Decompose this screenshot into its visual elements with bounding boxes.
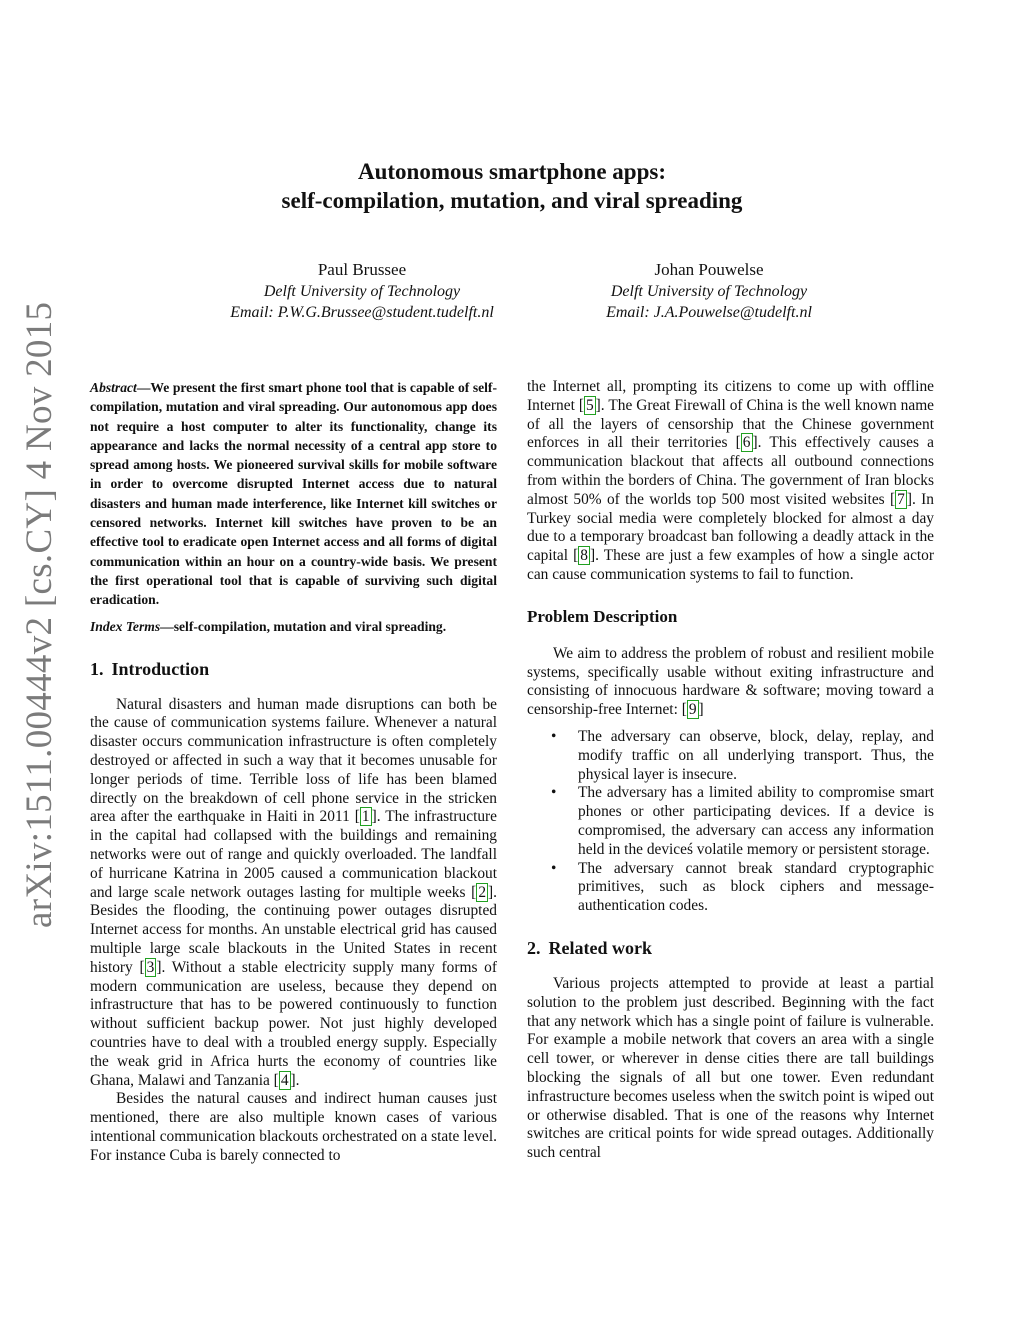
citation-link[interactable]: 1 — [361, 808, 370, 826]
arxiv-stamp: arXiv:1511.00444v2 [cs.CY] 4 Nov 2015 — [19, 301, 60, 928]
author-affiliation: Delft University of Technology — [610, 283, 808, 300]
bullet-icon: • — [551, 859, 557, 877]
author-email: Email: J.A.Pouwelse@tudelft.nl — [606, 304, 812, 321]
author-block-1 — [182, 259, 542, 323]
author-name: Johan Pouwelse — [654, 260, 764, 279]
left-column — [90, 378, 497, 1165]
author-affiliation: Delft University of Technology — [263, 283, 461, 300]
section-heading-introduction: 1. Introduction — [90, 658, 210, 679]
citation-link[interactable]: 5 — [585, 396, 594, 414]
title-line-1: Autonomous smartphone apps: — [357, 159, 666, 184]
section-heading-problem: Problem Description — [527, 606, 678, 626]
author-block-2 — [529, 259, 889, 323]
citation-link[interactable]: 6 — [742, 434, 751, 452]
bullet-icon: • — [551, 784, 557, 802]
abstract-label: Abstract — [90, 380, 137, 395]
threat-model-list — [527, 728, 934, 916]
related-work-paragraph: Various projects attempted to provide at least a partial solution to the problem just described. Beginning with the fact that any network which has a single point of failure is vulnerable. For example a mobile network that covers an area with a single cell tower, or wherever in dense cities there are tall buildings blocking the signals of all but one tower. Even redundant infrastructure becomes useless when the switch point is wiped out or otherwise disabled. That is one of the reasons why Internet switches are critical points for wide spread outages. Additionally such central — [527, 974, 934, 1162]
author-email: Email: P.W.G.Brussee@student.tudelft.nl — [230, 304, 494, 321]
index-terms-label: Index Terms — [90, 618, 161, 634]
author-name: Paul Brussee — [317, 260, 407, 279]
intro-paragraph-2: Besides the natural causes and indirect human causes just mentioned, there are also multiple known cases of various intentional communication blackouts orchestrated on a state level. For instance Cuba is barely connected to — [90, 1090, 497, 1164]
paper-title — [150, 157, 874, 215]
intro-paragraph-continued: the Internet all, prompting its citizens to come up with offline Internet [ 5 ]. The Great Firewall of China is the well known name of all the layers of censorship that the Chinese government enforces in all their territories [ 6 ]. This effectively causes a communication blackout that affects all outbound connections from within the borders of China. The government of Iran blocks almost 50% of the worlds top 500 most visited websites [ 7 ]. In Turkey social media were completely blocked for almost a day due to a temporary broadcast ban following a deadly attack in the capital [ 8 ]. These are just a few examples of how a single actor can cause communication systems to fail to function. — [527, 378, 934, 583]
index-terms: Index Terms—self-compilation, mutation and viral spreading. — [90, 618, 447, 634]
right-column — [527, 378, 934, 1163]
citation-link[interactable]: 2 — [478, 883, 487, 901]
citation-link[interactable]: 3 — [146, 958, 155, 976]
citation-link[interactable]: 8 — [580, 547, 588, 565]
list-item: • The adversary has a limited ability to compromise smart phones or other participating devices. If a device is compromised, the adversary can access any information held in the deviceś volatile memory or persistent storage. — [551, 784, 934, 858]
section-heading-related-work: 2. Related work — [527, 937, 652, 958]
list-item: • The adversary can observe, block, delay, replay, and modify traffic on all underlying transport. Thus, the physical layer is insecure. — [551, 727, 934, 783]
bullet-icon: • — [551, 727, 557, 745]
citation-link[interactable]: 9 — [688, 701, 697, 719]
citation-link[interactable]: 4 — [280, 1071, 289, 1089]
abstract-text: We present the first smart phone tool that is capable of self-compilation, mutation and viral spreading. Our autonomous app does not require a host computer to alter its functionality, change its appearance and lacks the normal necessity of a central app store to spread among hosts. We pioneered survival skills for mobile software in order to overcome disrupted Internet access due to natural disasters and human made interference, like Internet kill switches or censored networks. Internet kill switches have proven to be an effective tool to eradicate open Internet access and all forms of digital communication within an hour on a country-wide basis. We present the first operational tool that is capable of surviving such digital eradication. — [90, 380, 497, 608]
title-line-2: self-compilation, mutation, and viral spreading — [281, 188, 743, 213]
list-item: • The adversary cannot break standard cryptographic primitives, such as block ciphers and message-authentication codes. — [551, 859, 934, 915]
abstract: Abstract—We present the first smart phone tool that is capable of self-compilation, mutation and viral spreading. Our autonomous app does not require a host computer to alter its functionality, change its appearance and lacks the normal necessity of a central app store to spread among hosts. We pioneered survival skills for mobile software in order to overcome disrupted Internet access due to natural disasters and human made interference, like Internet kill switches or censored networks. Internet kill switches have proven to be an effective tool to eradicate open Internet access and all forms of digital communication within an hour on a country-wide basis. We present the first operational tool that is capable of surviving such digital eradication. — [90, 380, 497, 608]
intro-paragraph-1: Natural disasters and human made disruptions can both be the cause of communication systems failure. Whenever a natural disaster occurs communication infrastructure is often completely destroyed or affected in such a way that it becomes unusable for longer periods of time. Terrible loss of life has been blamed directly on the breakdown of cell phone service in the stricken area after the earthquake in Haiti in 2011 [ 1 ]. The infrastructure in the capital had collapsed with the buildings and remaining networks were out of range and quickly overloaded. The landfall of hurricane Katrina in 2005 caused a communication blackout and large scale network outages lasting for multiple weeks [ 2 ]. Besides the flooding, the continuing power outages disrupted Internet access for months. An unstable electrical grid has caused multiple large scale blackouts in the United States in recent history [ 3 ]. Without a stable electricity supply many forms of modern communication are useless, because they depend on infrastructure that has to be powered continuously to function without sufficient backup power. Not just highly developed countries have to deal with a troubled energy supply. Especially the weak grid in Africa hurts the economy of countries like Ghana, Malawi and Tanzania [ 4 ]. — [90, 695, 498, 1089]
citation-link[interactable]: 7 — [897, 490, 905, 508]
index-terms-text: self-compilation, mutation and viral spreading. — [173, 618, 447, 634]
problem-paragraph: We aim to address the problem of robust and resilient mobile systems, specifically usable without exiting infrastructure and consisting of innocuous hardware & software; moving toward a censorship-free Internet: [ 9 ] — [527, 644, 934, 719]
